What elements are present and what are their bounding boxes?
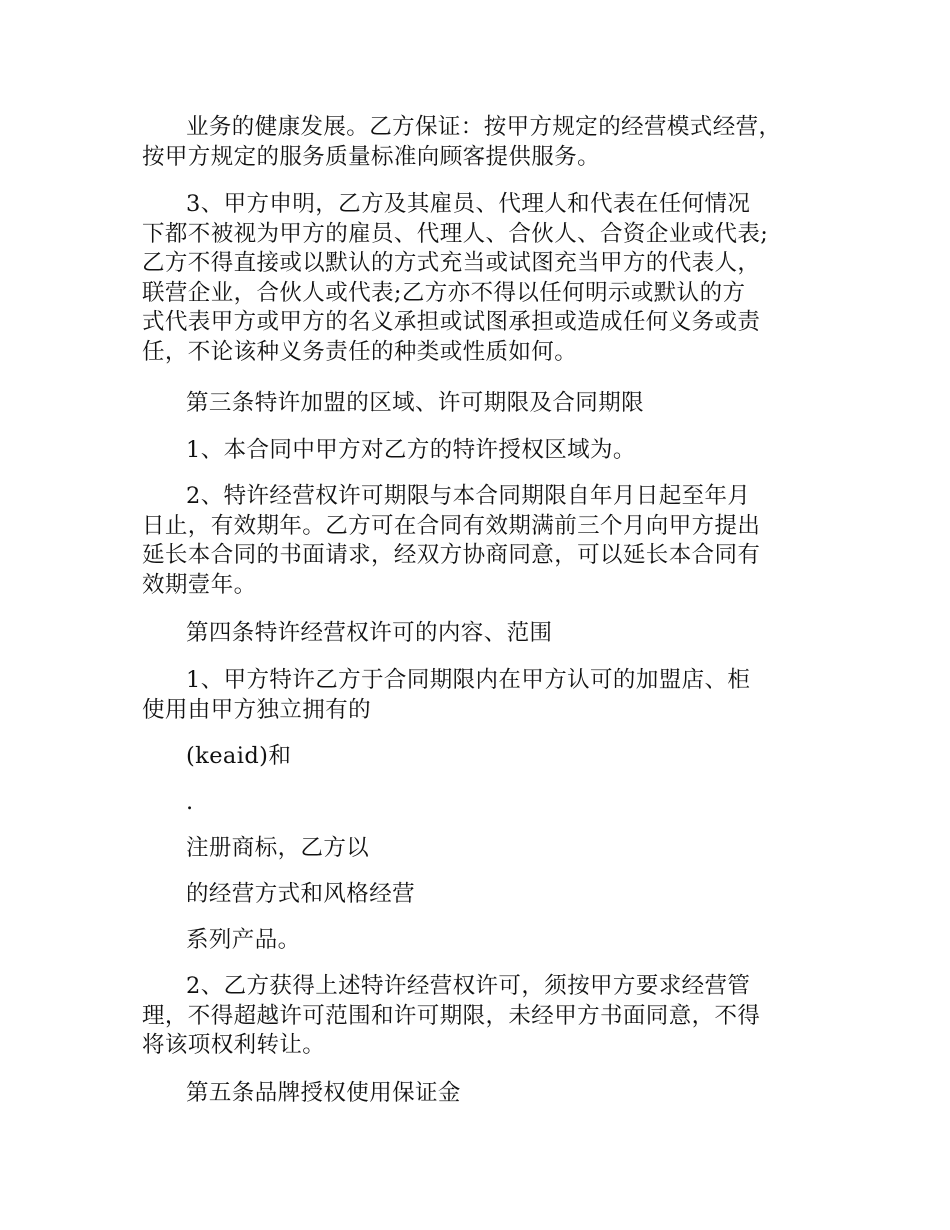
paragraph-continuation — [142, 113, 832, 172]
text-line: 2、特许经营权许可期限与本合同期限自年月日起至年月 — [186, 483, 751, 509]
text-line: 按甲方规定的服务质量标准向顾客提供服务。 — [142, 143, 601, 170]
text-line: (keaid)和 — [186, 743, 292, 769]
text-line: 联营企业，合伙人或代表;乙方亦不得以任何明示或默认的方 — [142, 279, 746, 306]
paragraph-article-3-item-2 — [142, 482, 832, 600]
text-line: 任，不论该种义务责任的种类或性质如何。 — [142, 338, 578, 365]
text-line: 3、甲方申明，乙方及其雇员、代理人和代表在任何情况 — [186, 191, 751, 217]
text-line: 1、甲方特许乙方于合同期限内在甲方认可的加盟店、柜 — [186, 667, 751, 693]
paragraph-fragment — [142, 788, 832, 818]
paragraph-fragment — [142, 880, 832, 910]
text-line: 使用由甲方独立拥有的 — [142, 696, 372, 723]
paragraph-clause-3 — [142, 190, 832, 367]
text-line: 系列产品。 — [186, 927, 301, 953]
text-line: 延长本合同的书面请求，经双方协商同意，可以延长本合同有 — [142, 542, 761, 568]
text-line: 1、本合同中甲方对乙方的特许授权区域为。 — [186, 437, 636, 463]
paragraph-fragment — [142, 834, 832, 864]
text-line: 日止，有效期年。乙方可在合同有效期满前三个月向甲方提出 — [142, 512, 761, 539]
article-4-heading — [142, 619, 832, 649]
paragraph-fragment — [142, 926, 832, 956]
article-3-heading — [142, 389, 832, 419]
text-line: 第五条品牌授权使用保证金 — [186, 1080, 461, 1106]
text-line: 式代表甲方或甲方的名义承担或试图承担或造成任何义务或责 — [142, 309, 761, 335]
paragraph-article-4-item-1 — [142, 666, 832, 725]
text-line: 理，不得超越许可范围和许可期限，未经甲方书面同意，不得 — [142, 1002, 761, 1029]
text-line: 乙方不得直接或以默认的方式充当或试图充当甲方的代表人， — [142, 250, 761, 276]
paragraph-article-4-item-2 — [142, 972, 832, 1061]
text-line: 业务的健康发展。乙方保证：按甲方规定的经营模式经营， — [186, 114, 782, 140]
text-line: 下都不被视为甲方的雇员、代理人、合伙人、合资企业或代表; — [142, 220, 769, 247]
text-line: . — [186, 789, 194, 815]
paragraph-fragment — [142, 742, 832, 772]
text-line: 2、乙方获得上述特许经营权许可，须按甲方要求经营管 — [186, 973, 751, 999]
text-line: 第三条特许加盟的区域、许可期限及合同期限 — [186, 390, 645, 416]
paragraph-article-3-item-1 — [142, 436, 832, 466]
text-line: 效期壹年。 — [142, 571, 257, 598]
text-line: 注册商标，乙方以 — [186, 835, 370, 861]
article-5-heading — [142, 1079, 832, 1109]
text-line: 第四条特许经营权许可的内容、范围 — [186, 620, 553, 646]
text-line: 将该项权利转让。 — [142, 1032, 326, 1058]
text-line: 的经营方式和风格经营 — [186, 881, 416, 907]
